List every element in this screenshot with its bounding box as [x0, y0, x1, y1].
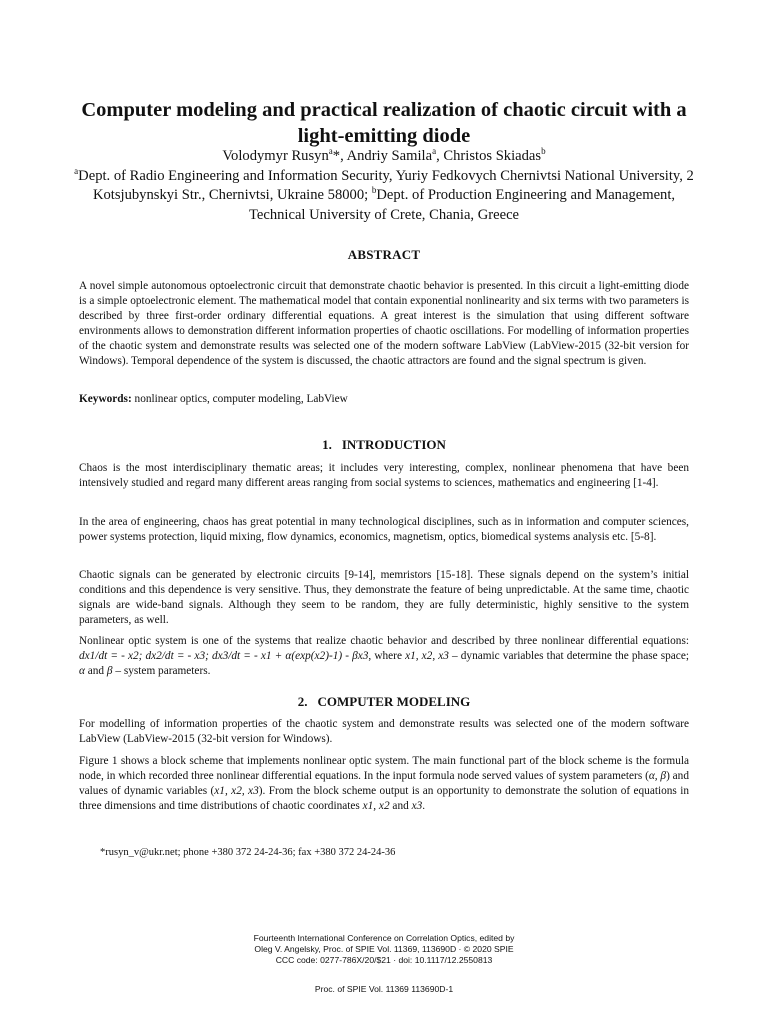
footnote: *rusyn_v@ukr.net; phone +380 372 24-24-36; fax +380 372 24-24-36 — [100, 847, 396, 858]
text-run: Figure 1 shows a block scheme that implements nonlinear optic system. The main functional part of the block scheme is the formula node, in which recorded three nonlinear differential equations. In the input formula node served values of system parameters ( — [79, 755, 689, 783]
author-name: Volodymyr Rusyn — [222, 148, 329, 164]
paragraph: In the area of engineering, chaos has great potential in many technological disciplines, such as in information and computer sciences, power systems protection, liquid mixing, flow dynamics, economics, magnetism, optics, biomedical systems analysis etc. [5-8]. — [79, 516, 689, 544]
variable-list: x1, x2 — [362, 800, 390, 813]
affiliation-mark: b — [541, 146, 546, 157]
keywords — [79, 392, 689, 407]
paragraph: Chaotic signals can be generated by electronic circuits [9-14], memristors [15-18]. These signals depend on the system’s initial conditions and this dependence is very sensitive. Thus, they demonstrate the feature of being unpredictable. At the same time, chaotic signals are wide-band signals. Although they seem to be random, they are fully deterministic, highly sensitive to the system parameters, as well. — [79, 569, 689, 627]
symbol-beta: β — [106, 665, 113, 678]
affiliations — [69, 167, 699, 226]
text-run: and — [84, 665, 107, 678]
text-run: . — [422, 800, 426, 813]
section-title: COMPUTER MODELING — [317, 694, 471, 709]
paper-title: Computer modeling and practical realization of chaotic circuit with a light-emitting diode — [81, 99, 687, 147]
text-run: , where — [368, 650, 406, 663]
section-title: INTRODUCTION — [341, 437, 446, 452]
author-separator: , — [436, 148, 444, 164]
keywords-text: nonlinear optics, computer modeling, LabView — [131, 393, 348, 405]
section-heading-introduction — [79, 437, 689, 453]
conference-line: CCC code: 0277-786X/20/$21 · doi: 10.1117/12.2550813 — [275, 955, 493, 965]
author-list — [69, 147, 699, 167]
corresponding-mark: * — [332, 148, 341, 164]
affiliation-mark: a — [328, 146, 333, 157]
paragraph — [79, 754, 689, 814]
affiliation-mark: a — [432, 146, 437, 157]
symbol-alpha: α — [79, 665, 85, 678]
section-number: 1. — [322, 437, 332, 452]
author-separator: , — [340, 148, 347, 164]
paragraph: Chaos is the most interdisciplinary thematic areas; it includes very interesting, complex, nonlinear phenomena that have been intensively studied and regard many different areas ranging from social systems to sciences, mathematics and engineering [1-4]. — [79, 462, 689, 490]
author-block — [69, 147, 699, 225]
affiliation-text: Dept. of Production Engineering and Management, Technical University of Crete, Chania, Greece — [248, 187, 676, 223]
paragraph: For modelling of information properties of the chaotic system and demonstrate results was selected one of the modern software LabView (LabView-2015 (32-bit version for Windows). — [79, 718, 689, 746]
text-run: – system parameters. — [112, 665, 211, 678]
conference-info — [79, 933, 689, 966]
affiliation-mark: b — [371, 185, 377, 196]
conference-line: Fourteenth International Conference on Correlation Optics, edited by — [253, 933, 515, 943]
abstract-text: A novel simple autonomous optoelectronic circuit that demonstrate chaotic behavior is presented. In this circuit a light-emitting diode is a simple optoelectronic element. The mathematical model that contain exponential nonlinearity and six terms with two parameters is described by three first-order ordinary differential equations. A great interest is the simulation that using different software environments allows to demonstration different information properties of chaotic oscillations. For modelling of information properties of the chaotic system and demonstrate results was selected one of the modern software LabView (LabView-2015 (32-bit version for Windows). Temporal dependence of the system is discussed, the chaotic attractors are found and the signal spectrum is given. — [79, 280, 689, 368]
variable-list: x1, x2, x3 — [214, 785, 259, 798]
text-run: ) and values of dynamic variables ( — [79, 770, 689, 798]
abstract-heading: ABSTRACT — [347, 247, 421, 262]
text-run: – dynamic variables that determine the phase space; — [448, 650, 689, 663]
author-name: Christos Skiadas — [443, 148, 542, 164]
parameter-list: α, β — [648, 770, 667, 783]
paragraph — [79, 634, 689, 679]
keywords-label: Keywords: — [79, 393, 132, 405]
author-name: Andriy Samila — [346, 148, 433, 164]
affiliation-text: Dept. of Radio Engineering and Information Security, Yuriy Fedkovych Chernivtsi National University, 2 Kotsjubynskyi Str., Chernivtsi, Ukraine 58000; — [78, 167, 694, 203]
text-run: and — [389, 800, 412, 813]
section-heading-computer-modeling — [79, 694, 689, 710]
conference-line: Oleg V. Angelsky, Proc. of SPIE Vol. 11369, 113690D · © 2020 SPIE — [254, 944, 514, 954]
variable-list: x3 — [411, 800, 423, 813]
equation: dx1/dt = - x2; dx2/dt = - x3; dx3/dt = - x1 + α(exp(x2)-1) - βx3 — [79, 650, 369, 663]
section-number: 2. — [297, 694, 308, 709]
variable-list: x1, x2, x3 — [405, 650, 449, 663]
text-run: Nonlinear optic system is one of the systems that realize chaotic behavior and described by three nonlinear differential equations: — [79, 635, 689, 647]
page-number: Proc. of SPIE Vol. 11369 113690D-1 — [314, 984, 454, 994]
affiliation-mark: a — [74, 165, 79, 176]
text-run: ). From the block scheme output is an opportunity to demonstrate the solution of equations in three dimensions and time distributions of chaotic coordinates — [79, 785, 689, 813]
